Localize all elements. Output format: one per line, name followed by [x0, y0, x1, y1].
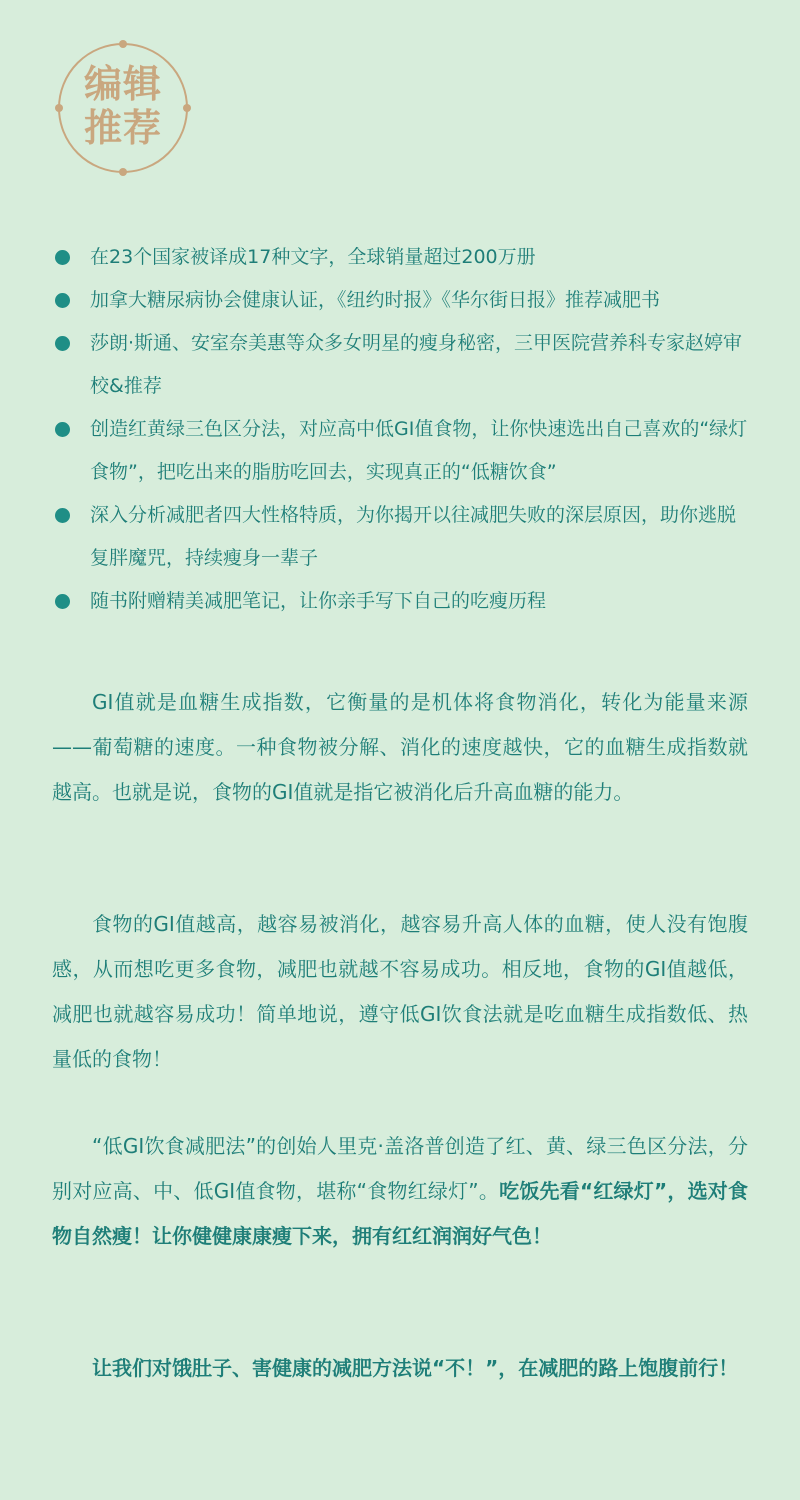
bullet-icon — [55, 422, 70, 437]
badge-title — [55, 62, 191, 150]
bullet-icon — [55, 508, 70, 523]
feature-text: 深入分析减肥者四大性格特质，为你揭开以往减肥失败的深层原因，助你逃脱复胖魔咒，持续瘦身一辈子 — [90, 504, 737, 569]
feature-text: 莎朗·斯通、安室奈美惠等众多女明星的瘦身秘密，三甲医院营养科专家赵婷审校&推荐 — [90, 332, 743, 397]
feature-item — [52, 580, 752, 623]
paragraph-traffic-light — [52, 1124, 748, 1259]
paragraph-closing — [52, 1346, 748, 1391]
bullet-icon — [55, 293, 70, 308]
badge-line-1: 编辑 — [83, 62, 162, 106]
editor-recommend-badge — [55, 40, 191, 176]
paragraph-traffic-light-bold: 吃饭先看“红绿灯”，选对食物自然瘦！让你健健康康瘦下来，拥有红红润润好气色！ — [52, 1179, 748, 1248]
bullet-icon — [55, 594, 70, 609]
paragraph-gi-definition: GI值就是血糖生成指数，它衡量的是机体将食物消化，转化为能量来源——葡萄糖的速度。一种食物被分解、消化的速度越快，它的血糖生成指数就越高。也就是说，食物的GI值就是指它被消化后升高血糖的能力。 — [52, 690, 748, 804]
bullet-icon — [55, 250, 70, 265]
feature-text: 在23个国家被译成17种文字，全球销量超过200万册 — [90, 246, 536, 268]
feature-list — [52, 236, 752, 623]
feature-item — [52, 408, 752, 494]
bullet-icon — [55, 336, 70, 351]
feature-text: 随书附赠精美减肥笔记，让你亲手写下自己的吃瘦历程 — [90, 590, 547, 612]
feature-item — [52, 236, 752, 279]
feature-text: 创造红黄绿三色区分法，对应高中低GI值食物，让你快速选出自己喜欢的“绿灯食物”，把吃出来的脂肪吃回去，实现真正的“低糖饮食” — [90, 418, 748, 483]
paragraph-gi-weight-loss: 食物的GI值越高，越容易被消化，越容易升高人体的血糖，使人没有饱腹感，从而想吃更多食物，减肥也就越不容易成功。相反地，食物的GI值越低，减肥也就越容易成功！简单地说，遵守低GI饮食法就是吃血糖生成指数低、热量低的食物！ — [52, 912, 748, 1071]
paragraph-closing-bold: 让我们对饿肚子、害健康的减肥方法说“不！”，在减肥的路上饱腹前行！ — [92, 1356, 739, 1380]
feature-item — [52, 279, 752, 322]
feature-item — [52, 322, 752, 408]
feature-text: 加拿大糖尿病协会健康认证，《纽约时报》《华尔街日报》推荐减肥书 — [90, 289, 661, 311]
feature-item — [52, 494, 752, 580]
paragraph-traffic-light-normal: “低GI饮食减肥法”的创始人里克·盖洛普创造了红、黄、绿三色区分法，分别对应高、中、低GI值食物，堪称“食物红绿灯”。 — [52, 1134, 748, 1203]
badge-line-2: 推荐 — [83, 106, 162, 150]
